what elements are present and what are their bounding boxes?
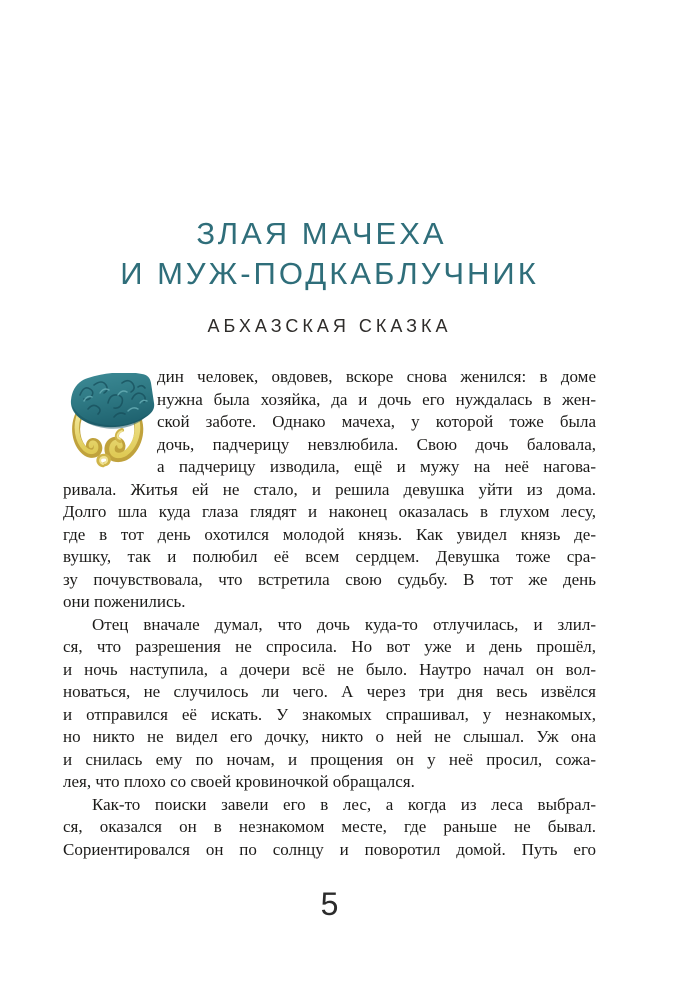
story-title-line2: И МУЖ-ПОДКАБЛУЧНИК bbox=[120, 256, 539, 291]
text-line: дочь, падчерицу невзлюбила. Свою дочь баловала, bbox=[157, 434, 596, 454]
text-line: Сориентировался он по солнцу и поворотил домой. Путь его bbox=[63, 839, 596, 859]
dropcap-initial-o-illustration bbox=[63, 366, 157, 472]
text-line: новаться, не случилось ли чего. А через три дня весь извёлся bbox=[63, 682, 596, 701]
text-line: вушку, так и полюбил её всем сердцем. Девушка тоже сра- bbox=[63, 547, 596, 566]
text-line: Долго шла куда глаза глядят и наконец оказалась в глухом лесу, bbox=[63, 502, 596, 521]
story-title-line1: ЗЛАЯ МАЧЕХА bbox=[196, 216, 447, 251]
text-line: ся, что разрешения не спросила. Но вот уже и день прошёл, bbox=[63, 637, 596, 656]
text-line: дин человек, овдовев, вскоре снова женился: в доме bbox=[157, 367, 596, 386]
story-text bbox=[63, 366, 596, 861]
story-title bbox=[63, 214, 596, 294]
text-line: они поженились. bbox=[63, 592, 186, 611]
text-line: и отправился её искать. У знакомых спрашивал, у незнакомых, bbox=[63, 704, 596, 724]
text-line: но никто не видел его дочку, никто о ней не слышал. Уж она bbox=[63, 727, 596, 746]
story-subtitle: АБХАЗСКАЯ СКАЗКА bbox=[207, 316, 452, 336]
text-line: зу почувствовала, что встретила свою судьбу. В тот же день bbox=[63, 569, 596, 589]
text-line: и снилась ему по ночам, и прощения он у неё просил, сожа- bbox=[63, 749, 596, 769]
text-line: и ночь наступила, а дочери всё не было. Наутро начал он вол- bbox=[63, 659, 596, 679]
teal-hat-gold-flourish-icon bbox=[70, 373, 155, 473]
text-line: нужна была хозяйка, да и дочь его нуждалась в жен- bbox=[157, 389, 596, 409]
text-line: ской заботе. Однако мачеха, у которой тоже была bbox=[157, 412, 596, 431]
text-line: а падчерицу изводила, ещё и мужу на неё нагова- bbox=[157, 457, 596, 476]
text-line: ся, оказался он в незнакомом месте, где раньше не бывал. bbox=[63, 817, 596, 836]
page-number: 5 bbox=[320, 886, 339, 922]
text-line: Как-то поиски завели его в лес, а когда из леса выбрал- bbox=[92, 794, 596, 814]
text-line: ривала. Житья ей не стало, и решила девушка уйти из дома. bbox=[63, 479, 596, 499]
text-line: лея, что плохо со своей кровиночкой обращался. bbox=[63, 772, 415, 791]
text-line: где в тот день охотился молодой князь. Как увидел князь де- bbox=[63, 524, 596, 544]
text-line: Отец вначале думал, что дочь куда-то отлучилась, и злил- bbox=[92, 614, 596, 634]
